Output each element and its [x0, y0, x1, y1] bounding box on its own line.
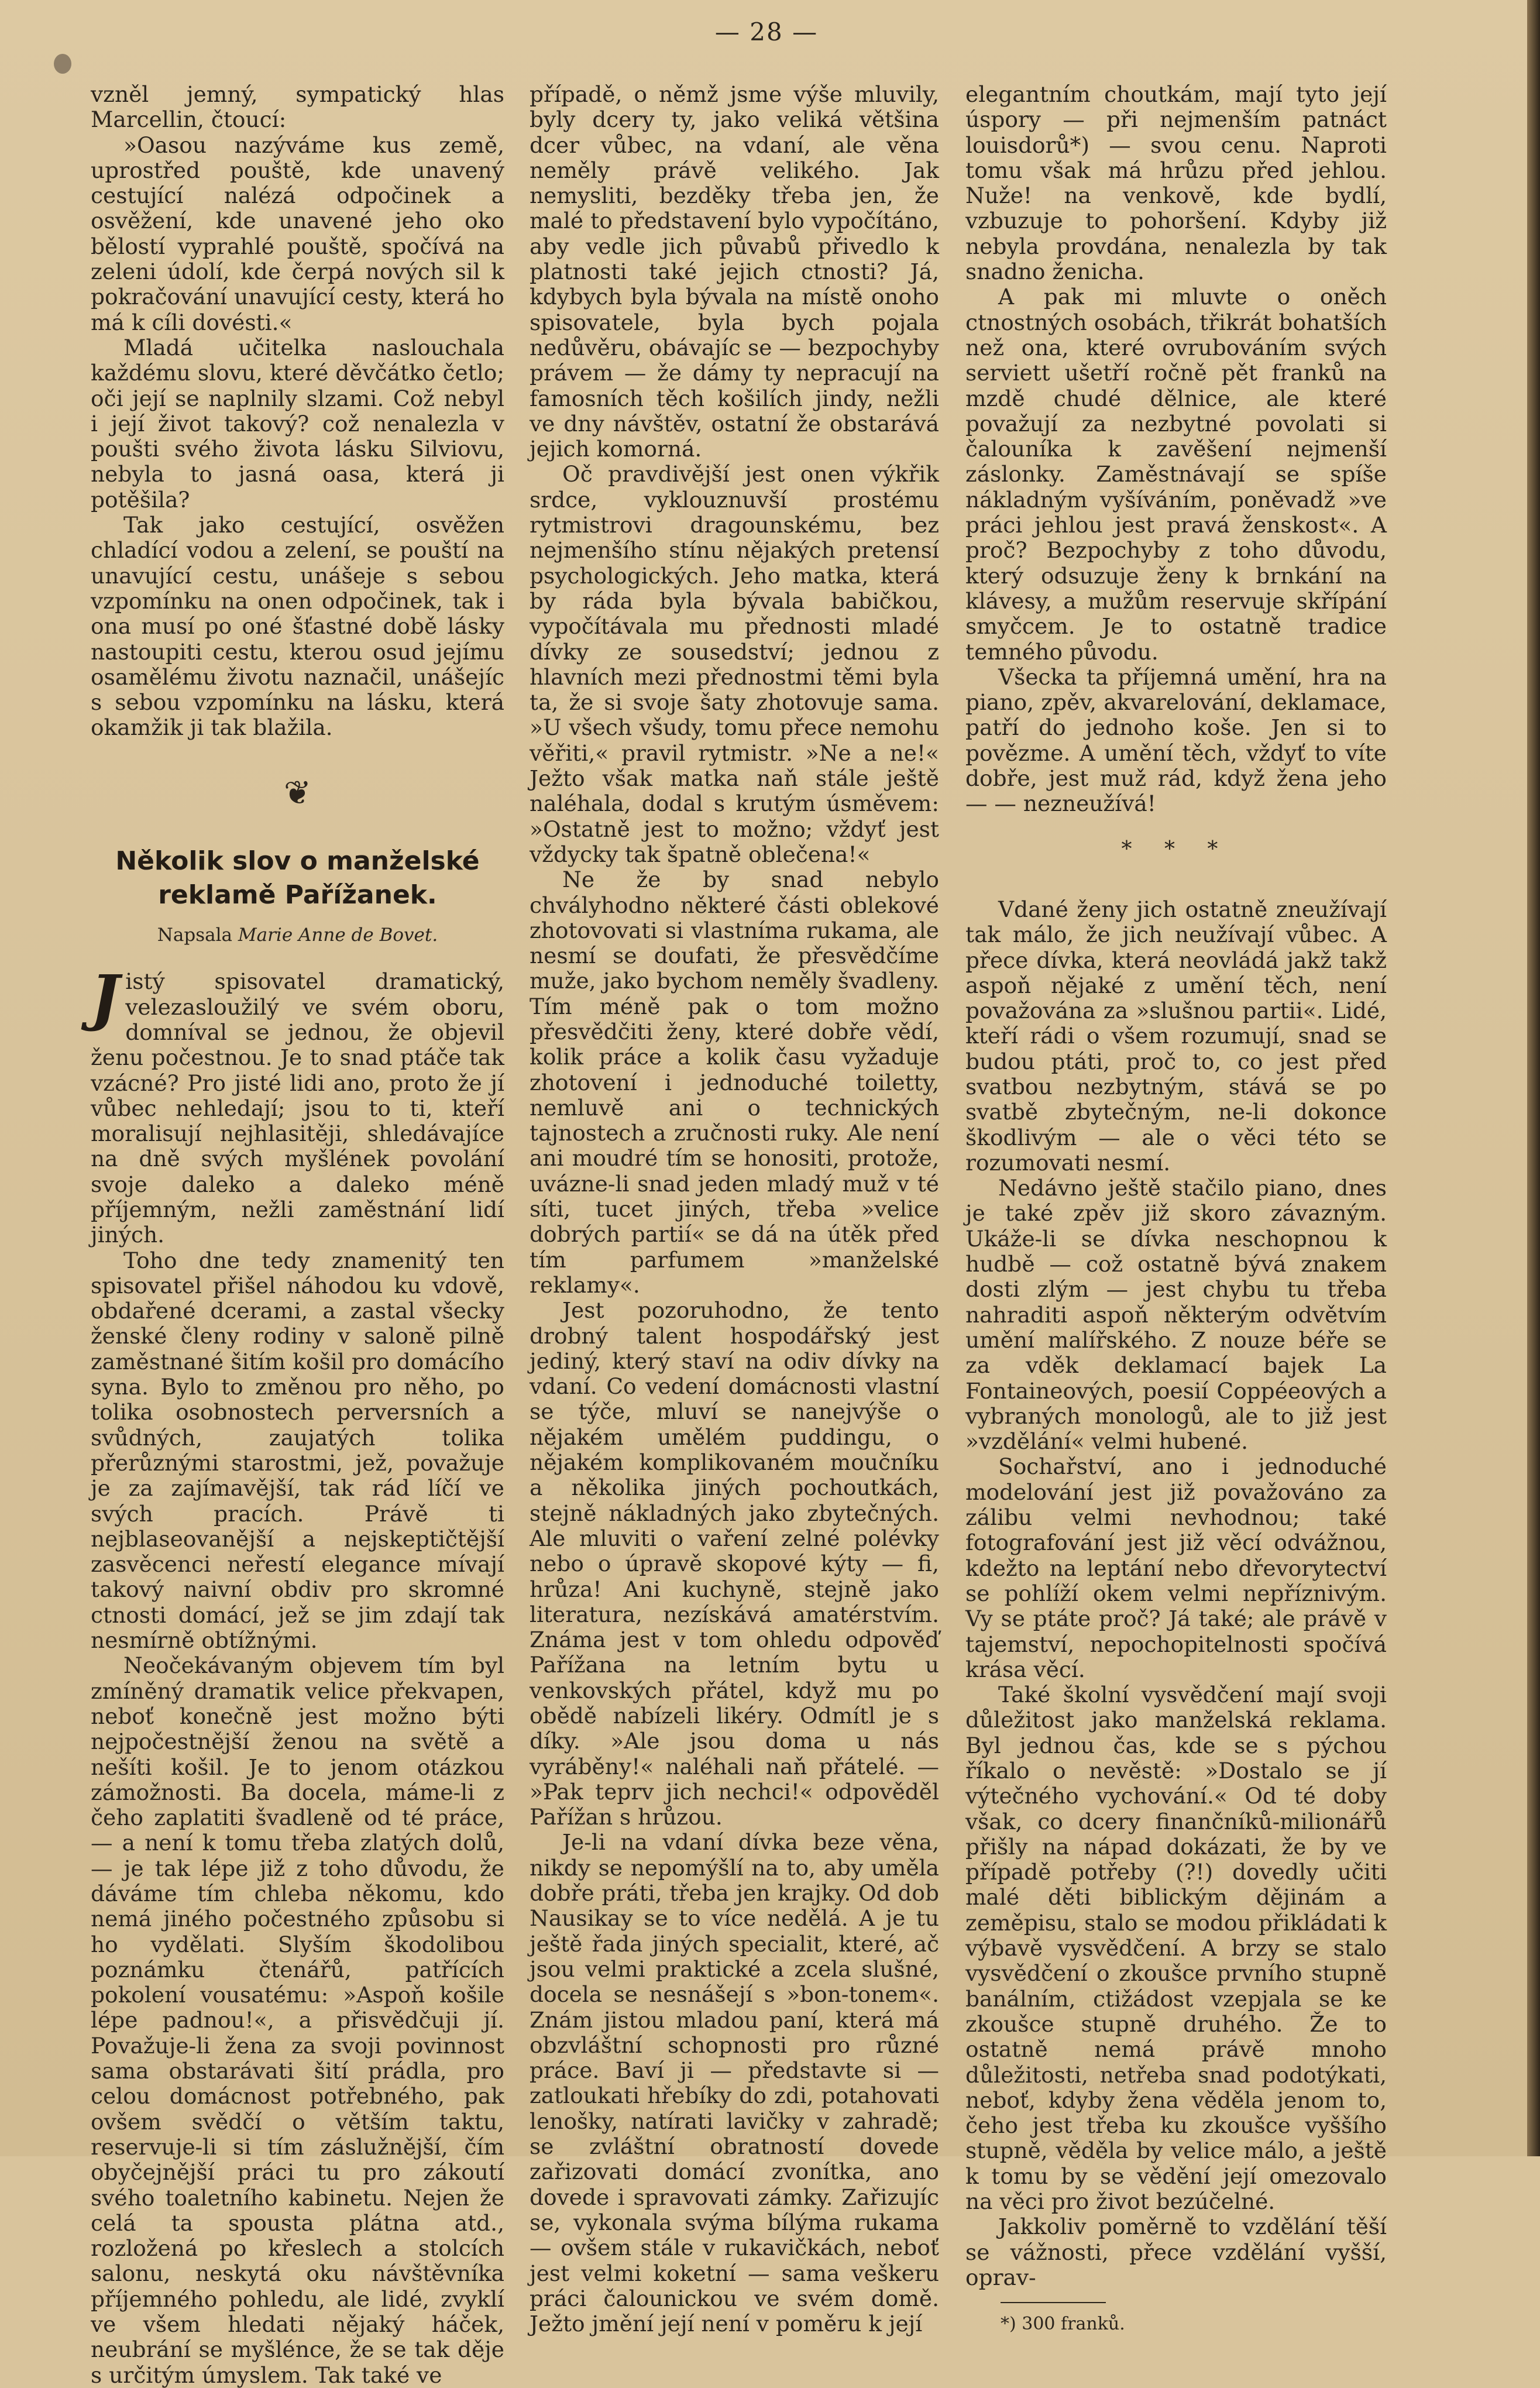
paragraph: Neočekávaným objevem tím byl zmíněný dramatik velice překvapen, neboť konečně jest možno býti nejpočestnější ženou na světě a nešíti košil. Je to jenom otázkou zámožnosti. Ba docela, máme-li z čeho zaplatiti švadleně od té práce, — a není k tomu třeba zlatých dolů, — je tak lépe již z toho důvodu, že dáváme tím chleba někomu, kdo nemá jiného počestného způsobu si ho vydělati. Slyším škodolibou poznámku čtenářů, patřících pokolení vousatému: »Aspoň košile lépe padnou!«, a přisvědčuji jí. Považuje-li žena za svoji povinnost sama obstarávati šití prádla, pro celou domácnost potřebného, pak ovšem svědčí o větším taktu, reservuje-li si tím záslužnější, čím obyčejnější práci tu pro zákoutí svého toaletního kabinetu. Nejen že celá ta spousta plátna atd., rozložená po křeslech a stolcích salonu, neskytá oku návštěvníka příjemného pohledu, ale lidé, zvyklí ve všem hledati nějaký háček, neubrání se myšlénce, že se tak děje s určitým úmyslem. Tak také ve [91, 1652, 504, 2388]
paragraph: A pak mi mluvte o oněch ctnostných osobách, třikrát bohatších než ona, které ovrubováním svých serviett ušetří ročně pět franků na mzdě chudé dělnice, ale které považují za nezbytné povolati si čalouníka k zavěšení nejmenší záslonky. Zaměstnávají se spíše nákladným vyšíváním, poněvadž »ve práci jehlou jest pravá ženskost«. A proč? Bezpochyby z toho důvodu, který odsuzuje ženy k brnkání na klávesy, a mužům reservuje skřípání smyčcem. Je to ostatně tradice temného původu. [965, 284, 1387, 665]
article-first-paragraph [91, 961, 504, 1248]
paragraph: »Oasou nazýváme kus země, uprostřed pouště, kde unavený cestující nalézá odpočinek a osvěžení, kde unavené jeho oko bělostí vyprahlé pouště, spočívá na zeleni údolí, kde čerpá nových sil k pokračování unavující cesty, která ho má k cíli dovésti.« [91, 132, 504, 335]
section-ornament [91, 774, 504, 812]
paragraph: Také školní vysvědčení mají svoji důležitost jako manželská reklama. Byl jednou čas, kde se s pýchou říkalo o nevěstě: »Dostalo se jí výtečného vychování.« Od té doby však, co dcery finančníků-milionářů přišly na nápad dokázati, že by ve případě potřeby (?!) dovedly učiti malé děti biblickým dějinám a zeměpisu, stalo se modou přikládati k výbavě vysvědčení. A brzy se stalo vysvědčení o zkoušce prvního stupně banálním, ctižádost vzepjala se ke zkoušce stupně druhého. Že to ostatně nemá právě mnoho důležitosti, netřeba snad podotýkati, neboť, kdyby žena věděla jenom to, čeho jest třeba ku zkoušce vyššího stupně, věděla by velice málo, a ještě k tomu by se vědění její omezovalo na věci pro život bezúčelné. [965, 1682, 1387, 2215]
drop-cap: J [91, 961, 120, 1034]
middle-column [530, 82, 939, 2337]
footnote-rule [1001, 2302, 1106, 2303]
paragraph: Nedávno ještě stačilo piano, dnes je také zpěv již skoro závazným. Ukáže-li se dívka neschopnou k hudbě — což ostatně bývá znakem dosti zlým — jest chybu tu třeba nahraditi aspoň některým odvětvím umění malířského. Z nouze béře se za vděk deklamací bajek La Fontaineových, poesií Coppéeových a vybraných monologů, ale to již jest »vzdělání« velmi hubené. [965, 1175, 1387, 1455]
paragraph: případě, o němž jsme výše mluvily, byly dcery ty, jako veliká většina dcer vůbec, na vdaní, ale věna neměly právě velikého. Jak nemysliti, bezděky třeba jen, že malé to představení bylo vypočítáno, aby vedle jich půvabů přivedlo k platnosti také jejich ctnosti? Já, kdybych byla bývala na místě onoho spisovatele, byla bych pojala nedůvěru, obávajíc se — bezpochyby právem — že dámy ty nepracují na famosních těch košilích jindy, nežli ve dny návštěv, ostatní že obstarává jejich komorná. [530, 81, 939, 462]
paragraph: Oč pravdivější jest onen výkřik srdce, vyklouznuvší prostému rytmistrovi dragounskému, bez nejmenšího stínu nějakých pretensí psychologických. Jeho matka, která by ráda byla bývala babičkou, vypočítávala mu přednosti mladé dívky ze sousedství; jednou z hlavních mezi přednostmi těmi byla ta, že si svoje šaty zhotovuje sama. »U všech všudy, tomu přece nemohu věřiti,« pravil rytmistr. »Ne a ne!« Ježto však matka naň stále ještě naléhala, dodal s krutým úsměvem: »Ostatně jest to možno; vždyť jest vždycky tak špatně oblečena!« [530, 461, 939, 867]
paragraph: Toho dne tedy znamenitý ten spisovatel přišel náhodou ku vdově, obdařené dcerami, a zastal všecky ženské členy rodiny v saloně pilně zaměstnané šitím košil pro domácího syna. Bylo to změnou pro něho, po tolika osobnostech perversních a svůdných, zaujatých tolika přerůznými starostmi, jež, považuje je za zajímavější, tak rád líčí ve svých pracích. Právě ti nejblaseovanější a nejskeptičtější zasvěcenci neřestí elegance mívají takový naivní obdiv pro skromné ctnosti domácí, jež se jim zdají tak nesmírně obtížnými. [91, 1247, 504, 1654]
paragraph: Všecka ta příjemná umění, hra na piano, zpěv, akvarelování, deklamace, patří do jednoho koše. Jen si to povězme. A umění těch, vždyť to víte dobře, jest muž rád, když žena jeho — — nezneužívá! [965, 664, 1387, 817]
paragraph: Je-li na vdaní dívka beze věna, nikdy se nepomýšlí na to, aby uměla dobře práti, třeba jen krajky. Od dob Nausikay se to více nedělá. A je tu ještě řada jiných specialit, které, ač jsou velmi praktické a zcela slušné, docela se nesnášejí s »bon-tonem«. Znám jistou mladou paní, která má obzvláštní schopnosti pro různé práce. Baví ji — představte si — zatloukati hřebíky do zdi, potahovati lenošky, natírati lavičky v zahradě; se zvláštní obratností dovede zařizovati domácí zvonítka, ano dovede i spravovati zámky. Zařizujíc se, vykonala svýma bílýma rukama — ovšem stále v rukavičkách, neboť jest velmi koketní — sama veškeru práci čalounickou ve svém domě. Ježto jmění její není v poměru k její [530, 1829, 939, 2337]
byline-prefix: Napsala [157, 925, 233, 946]
byline-author: Marie Anne de Bovet. [238, 925, 438, 946]
byline [91, 923, 504, 948]
paragraph: elegantním choutkám, mají tyto její úspory — při nejmenším patnáct louisdorů*) — svou cenu. Naproti tomu však má hrůzu před jehlou. Nuže! na venkově, kde bydlí, vzbuzuje to pohoršení. Kdyby již nebyla provdána, nenalezla by tak snadno ženicha. [965, 81, 1387, 285]
paragraph: Jest pozoruhodno, že tento drobný talent hospodářský jest jediný, který staví na odiv dívky na vdaní. Co vedení domácnosti vlastní se týče, mluví se nanejvýše o nějakém umělém puddingu, o nějakém komplikovaném moučníku a několika jiných pochoutkách, stejně nákladných jako zbytečných. Ale mluviti o vaření zelné polévky nebo o úpravě skopové kýty — fi, hrůza! Ani kuchyně, stejně jako literatura, nezískává amatérstvím. Známa jest v tom ohledu odpověď Pařížana na letním bytu u venkovských přátel, když mu po obědě nabízeli likéry. Odmítl je s díky. »Ale jsou doma u nás vyráběny!« naléhali naň přátelé. — »Pak teprv jich nechci!« odpověděl Pařížan s hrůzou. [530, 1297, 939, 1830]
paragraph: Jakkoliv poměrně to vzdělání těší se vážnosti, přece vzdělání vyšší, oprav- [965, 2214, 1387, 2290]
paragraph: Vdané ženy jich ostatně zneužívají tak málo, že jich neužívají vůbec. A přece dívka, která neovládá jakž takž aspoň nějaké z umění těch, není považována za »slušnou partii«. Lidé, kteří rádi o všem rozumují, snad se budou ptáti, proč to, co jest před svatbou nezbytným, stává se po svatbě zbytečným, ne-li dokonce škodlivým — ale o věci této se rozumovati nesmí. [965, 896, 1387, 1176]
paragraph: Mladá učitelka naslouchala každému slovu, které děvčátko četlo; oči její se naplnily slzami. Což nebyl i její život takový? což nenalezla v poušti svého života lásku Silviovu, nebyla to jasná oasa, která ji potěšila? [91, 334, 504, 513]
ornament-icon: ❦ [284, 774, 311, 812]
right-column [965, 82, 1387, 2337]
article-title: Několik slov o manželské reklamě Pařížanek. [115, 846, 480, 910]
paragraph: Ne že by snad nebylo chvályhodno některé části oblekové zhotovovati si vlastníma rukama, ale nesmí se doufati, že přesvědčíme muže, jako bychom neměly švadleny. Tím méně pak o tom možno přesvědčiti ženy, které dobře vědí, kolik práce a kolik času vyžaduje zhotovení i jednoduché toiletty, nemluvě ani o technických tajnostech a zručnosti ruky. Ale není ani moudré tím se honositi, protože, uvázne-li snad jeden mladý muž v té síti, tucet jiných, třeba »velice dobrých partií« se dá na útěk před tím parfumem »manželské reklamy«. [530, 867, 939, 1298]
paragraph: vzněl jemný, sympatický hlas Marcellin, čtoucí: [91, 81, 504, 133]
section-separator-stars: * * * [1121, 837, 1231, 861]
page-edge-shadow [1527, 0, 1540, 2156]
binding-hole [54, 54, 71, 74]
first-paragraph-text: istý spisovatel dramatický, velezasloužilý ve svém oboru, domníval se jednou, že objevil ženu počestnou. Je to snad ptáče tak vzácné? Pro jisté lidi ano, proto že jí vůbec nehledají; jsou to ti, kteří moralisují nejhlasitěji, shledávajíce na dně svých myšlének povolání svoje daleko a daleko méně příjemným, nežli zaměstnání lidí jiných. [91, 968, 504, 1248]
left-column [91, 82, 504, 2388]
paragraph: Tak jako cestující, osvěžen chladící vodou a zelení, se pouští na unavující cestu, unášeje s sebou vzpomínku na onen odpočinek, tak i ona musí po oné šťastné době lásky nastoupiti cestu, kterou osud jejímu osamělému životu naznačil, unášejíc s sebou vzpomínku na lásku, která okamžik ji tak blažila. [91, 512, 504, 741]
page-number: — 28 — [714, 18, 819, 46]
paragraph: Sochařství, ano i jednoduché modelování jest již považováno za zálibu velmi nevhodnou; také fotografování jest již věcí odvážnou, kdežto na leptání nebo dřevorytectví se pohlíží okem velmi nepříznivým. Vy se ptáte proč? Já také; ale právě v tajemství, nepochopitelnosti spočívá krása věcí. [965, 1454, 1387, 1682]
footnote: *) 300 franků. [1001, 2314, 1125, 2335]
